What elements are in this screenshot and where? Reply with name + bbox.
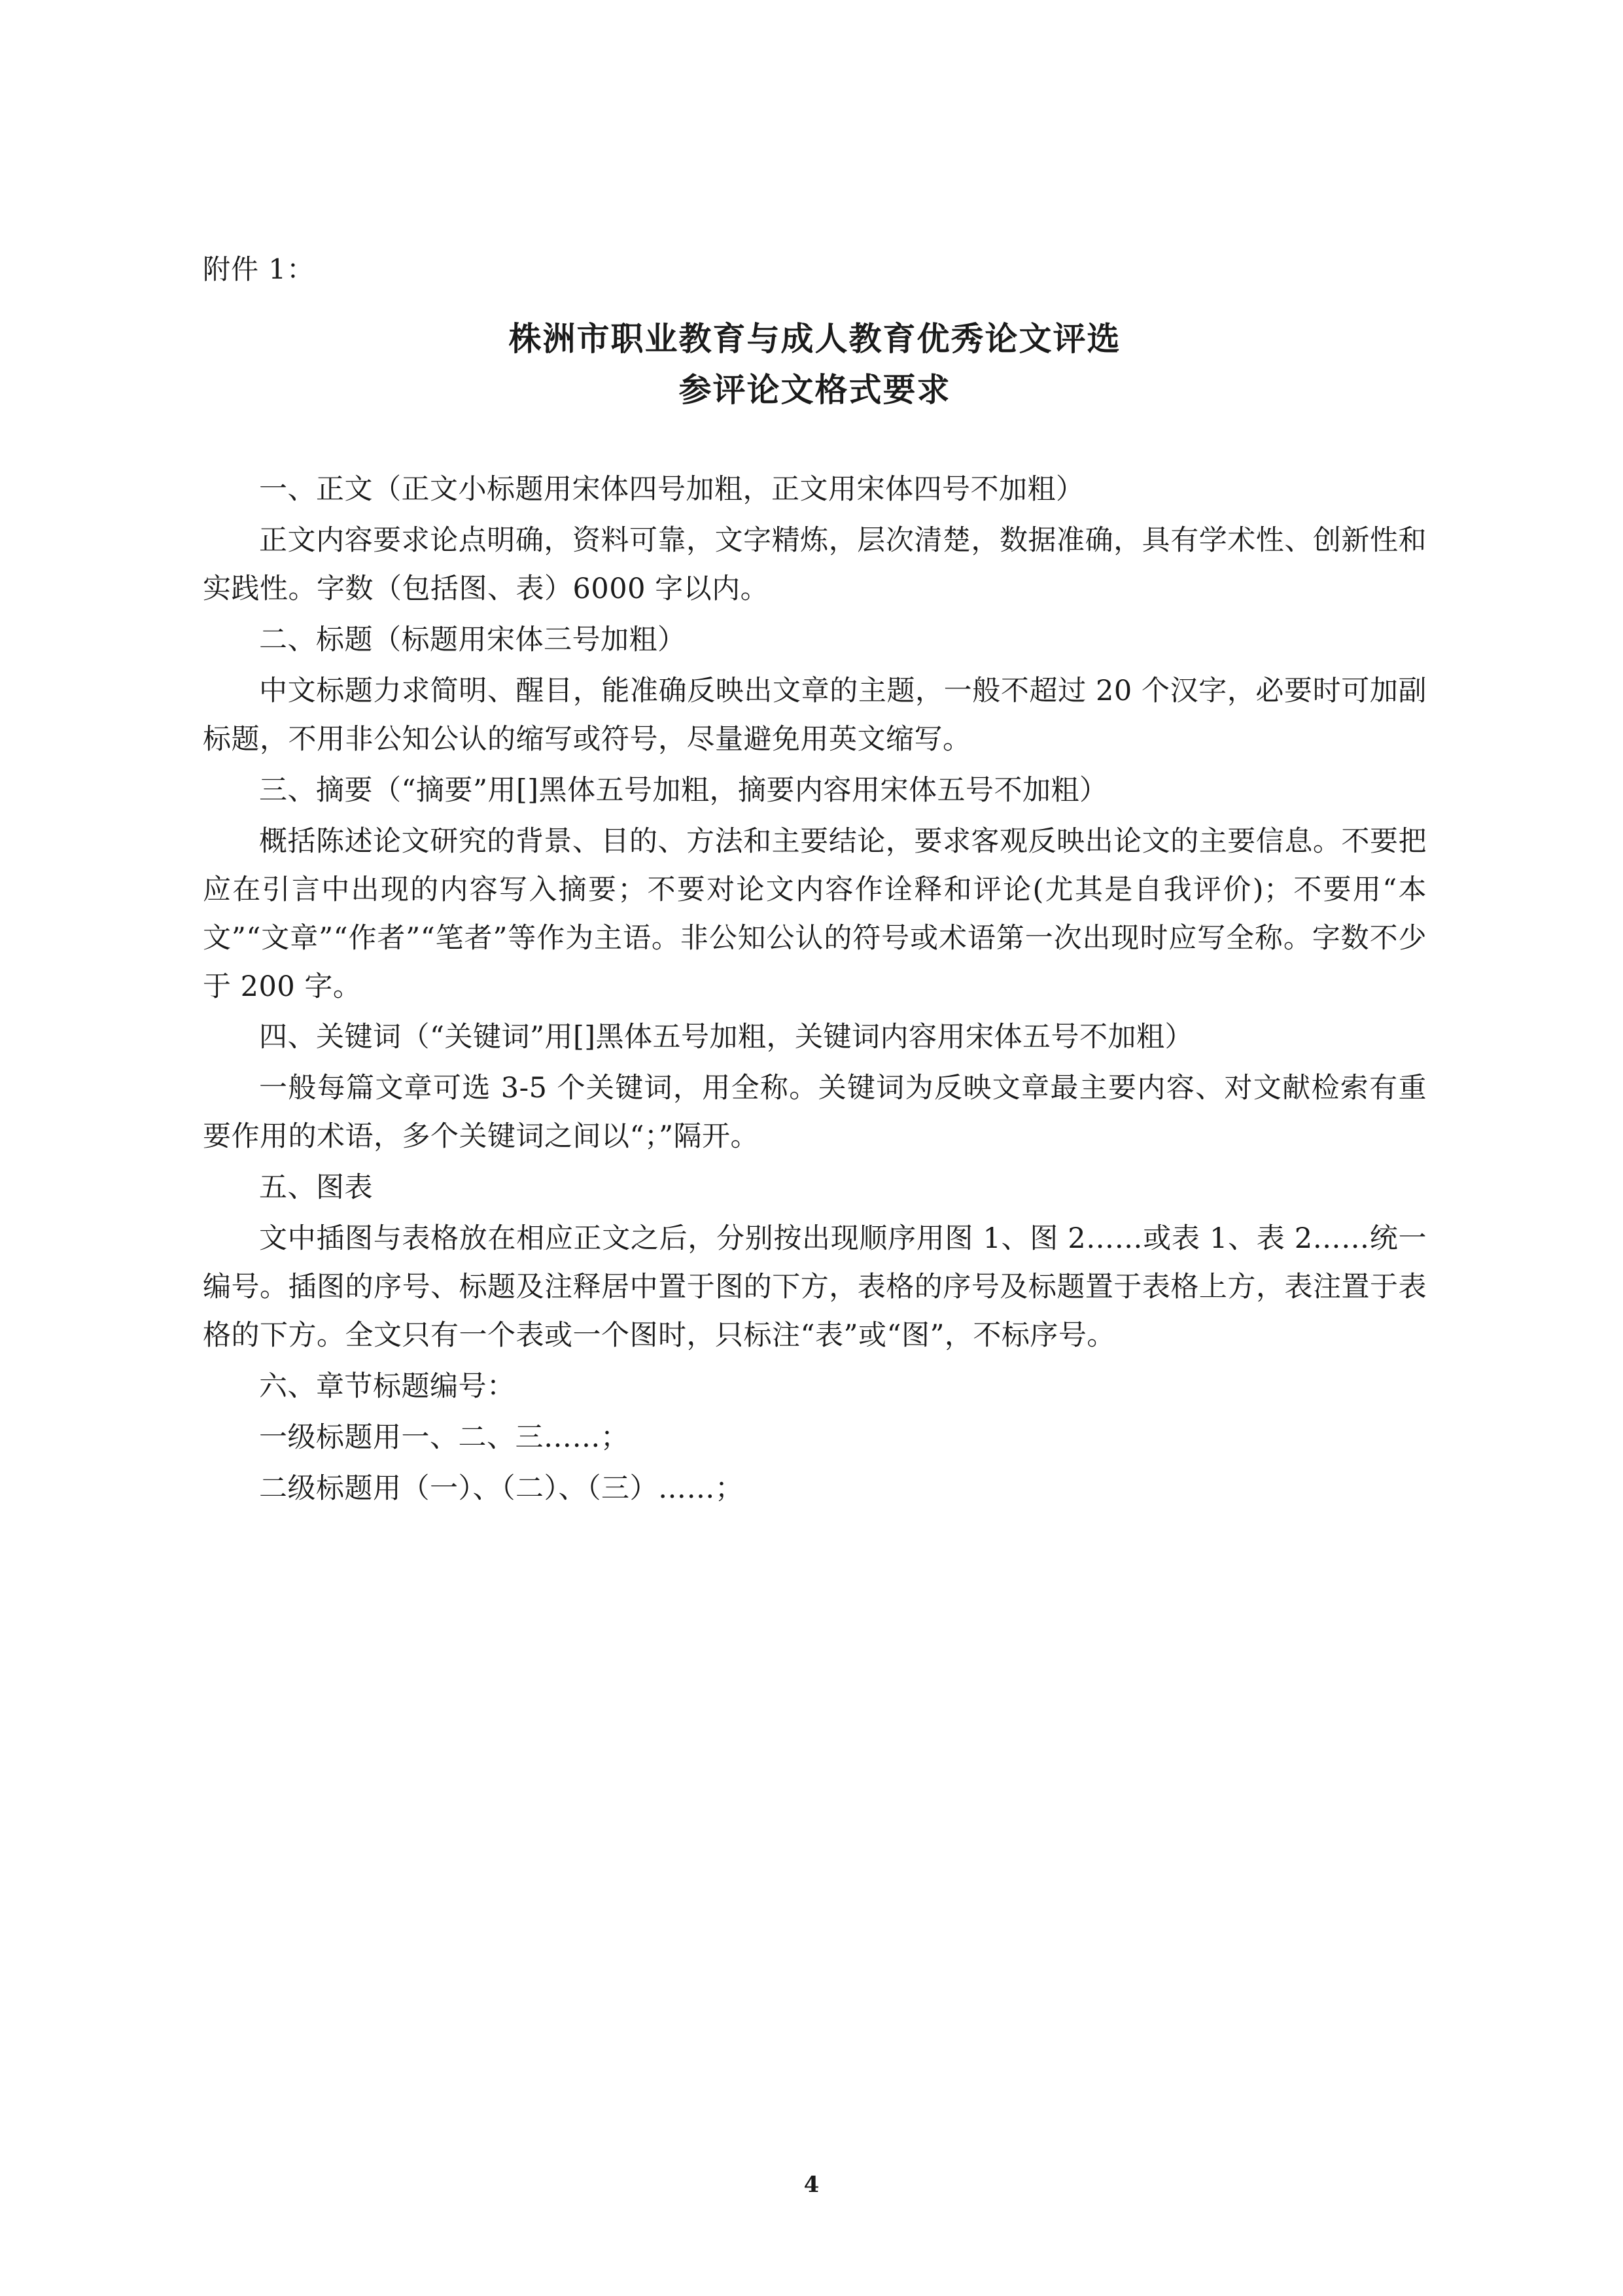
paragraph: 文中插图与表格放在相应正文之后，分别按出现顺序用图 1、图 2……或表 1、表 2……统一编号。插图的序号、标题及注释居中置于图的下方，表格的序号及标题置于表格上方，表注置于表格的下方。全文只有一个表或一个图时，只标注“表”或“图”，不标序号。 — [203, 1222, 1427, 1352]
paragraph: 一、正文（正文小标题用宋体四号加粗，正文用宋体四号不加粗） — [259, 473, 1085, 506]
paragraph: 一级标题用一、二、三……； — [259, 1421, 629, 1455]
page-title-line-2: 参评论文格式要求 — [678, 370, 951, 409]
attachment-label: 附件 1： — [203, 253, 315, 285]
paragraph: 六、章节标题编号： — [259, 1370, 515, 1404]
document-body — [203, 466, 1427, 1513]
paragraph: 二、标题（标题用宋体三号加粗） — [259, 623, 686, 656]
paragraph: 四、关键词（“关键词”用[]黑体五号加粗，关键词内容用宋体五号不加粗） — [259, 1021, 1194, 1054]
paragraph: 三、摘要（“摘要”用[]黑体五号加粗，摘要内容用宋体五号不加粗） — [259, 773, 1108, 807]
paragraph: 一般每篇文章可选 3-5 个关键词，用全称。关键词为反映文章最主要内容、对文献检索有重要作用的术语，多个关键词之间以“；”隔开。 — [203, 1072, 1427, 1154]
page-title-line-1: 株洲市职业教育与成人教育优秀论文评选 — [508, 319, 1121, 358]
paragraph: 五、图表 — [259, 1171, 373, 1205]
paragraph: 中文标题力求简明、醒目，能准确反映出文章的主题，一般不超过 20 个汉字，必要时可加副标题，不用非公知公认的缩写或符号，尽量避免用英文缩写。 — [203, 674, 1427, 756]
page-number: 4 — [803, 2172, 820, 2198]
paragraph: 概括陈述论文研究的背景、目的、方法和主要结论，要求客观反映出论文的主要信息。不要把应在引言中出现的内容写入摘要；不要对论文内容作诠释和评论(尤其是自我评价)；不要用“本文”“文章”“作者”“笔者”等作为主语。非公知公认的符号或术语第一次出现时应写全称。字数不少于 200 字。 — [203, 824, 1427, 1003]
page-title — [203, 313, 1427, 415]
paragraph: 二级标题用（一）、（二）、（三）……； — [259, 1472, 744, 1506]
paragraph: 正文内容要求论点明确，资料可靠，文字精炼，层次清楚，数据准确，具有学术性、创新性和实践性。字数（包括图、表）6000 字以内。 — [203, 523, 1427, 605]
